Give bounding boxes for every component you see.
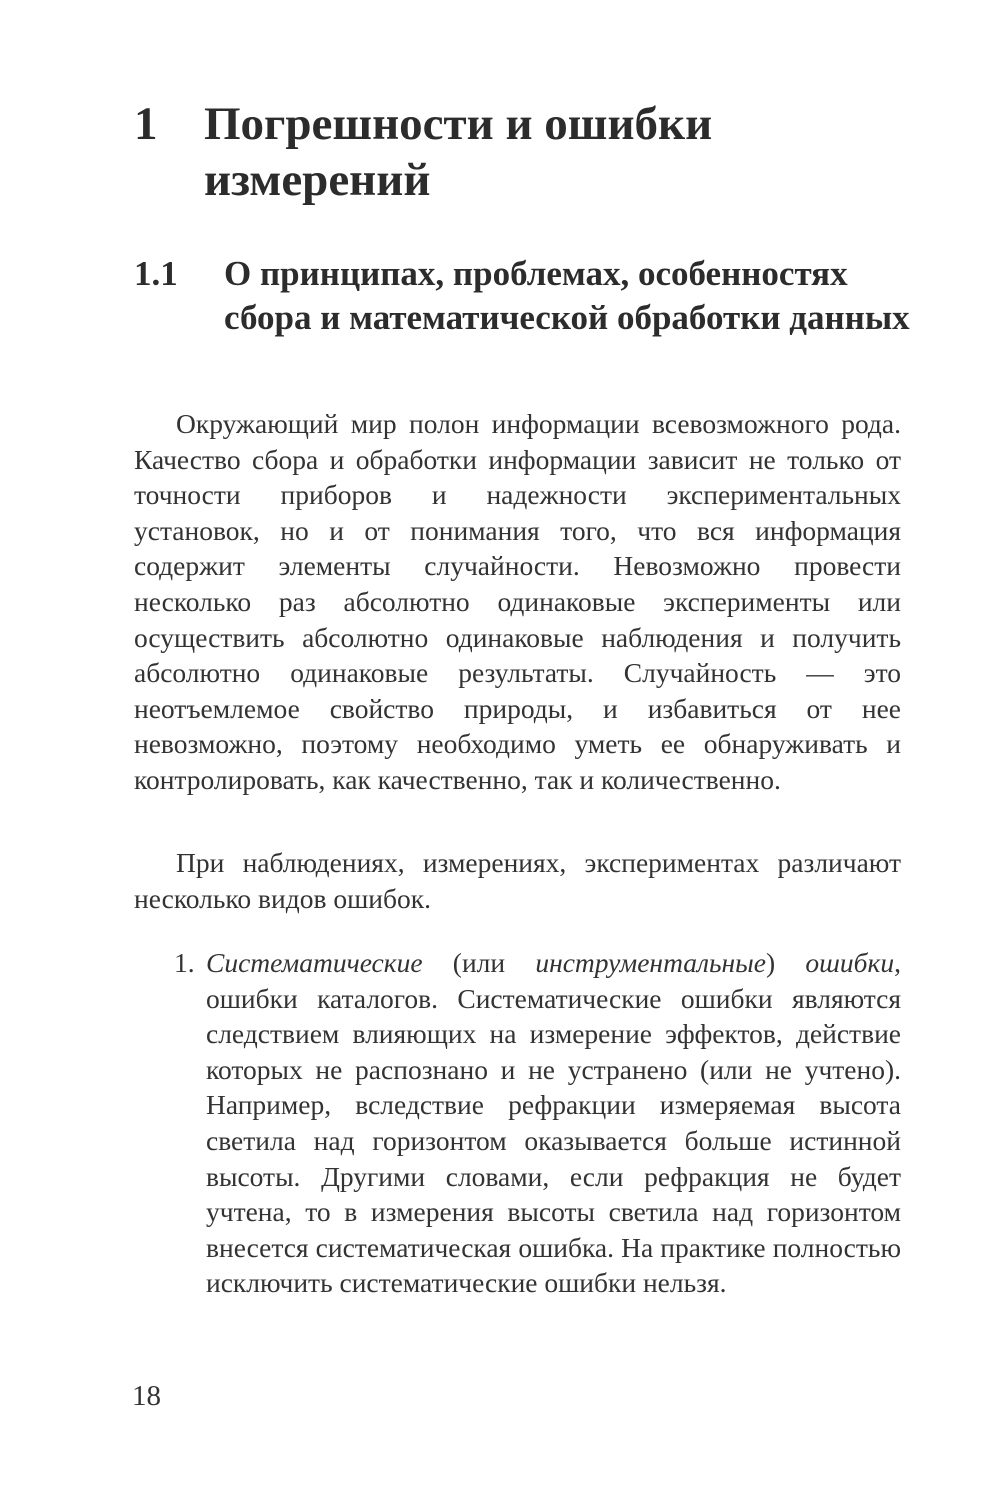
paragraph-text: При наблюдениях, измерениях, экспериментах различают несколько видов ошибок. <box>134 847 901 914</box>
section-number: 1.1 <box>134 254 178 293</box>
list-item-content <box>206 945 901 1301</box>
term-errors: ошибки <box>805 947 895 978</box>
paragraph-text: Окружающий мир полон информации всевозможного рода. Качество сбора и обработки информации зависит не только от точности приборов и надежности экспериментальных установок, но и от понимания того, что вся информация содержит элементы случайности. Невозможно провести несколько раз абсолютно одинаковые эксперименты или осуществить абсолютно одинаковые наблюдения и получить абсолютно одинаковые результаты. Случайность — это неотъемлемое свойство природы, и избавиться от нее невозможно, поэтому необходимо уметь ее обнаруживать и контролировать, как качественно, так и количественно. <box>134 408 901 795</box>
paragraph-2 <box>134 845 901 916</box>
term-instrumental: инструментальные <box>535 947 767 978</box>
chapter-title: Погрешности и ошибки измерений <box>204 98 713 206</box>
page-number: 18 <box>132 1380 161 1412</box>
term-systematic: Систематические <box>206 947 423 978</box>
paren-open: (или <box>422 947 536 978</box>
paren-close: ) <box>766 947 806 978</box>
list-marker: 1. <box>174 947 195 978</box>
chapter-number: 1 <box>134 98 158 150</box>
paragraph-1 <box>134 406 901 798</box>
list-item-text: , ошибки каталогов. Систематические ошибки являются следствием влияющих на измерение эффектов, действие которых не распознано и не устранено (или не учтено). Например, вследствие рефракции измеряемая высота светила над горизонтом оказывается больше истинной высоты. Другими словами, если рефракция не будет учтена, то в измерения высоты светила над горизонтом внесется систематическая ошибка. На практике полностью исключить систематические ошибки нельзя. <box>206 947 901 1299</box>
section-title: О принципах, проблемах, особенностях сбора и математической обработки данных <box>224 254 910 337</box>
